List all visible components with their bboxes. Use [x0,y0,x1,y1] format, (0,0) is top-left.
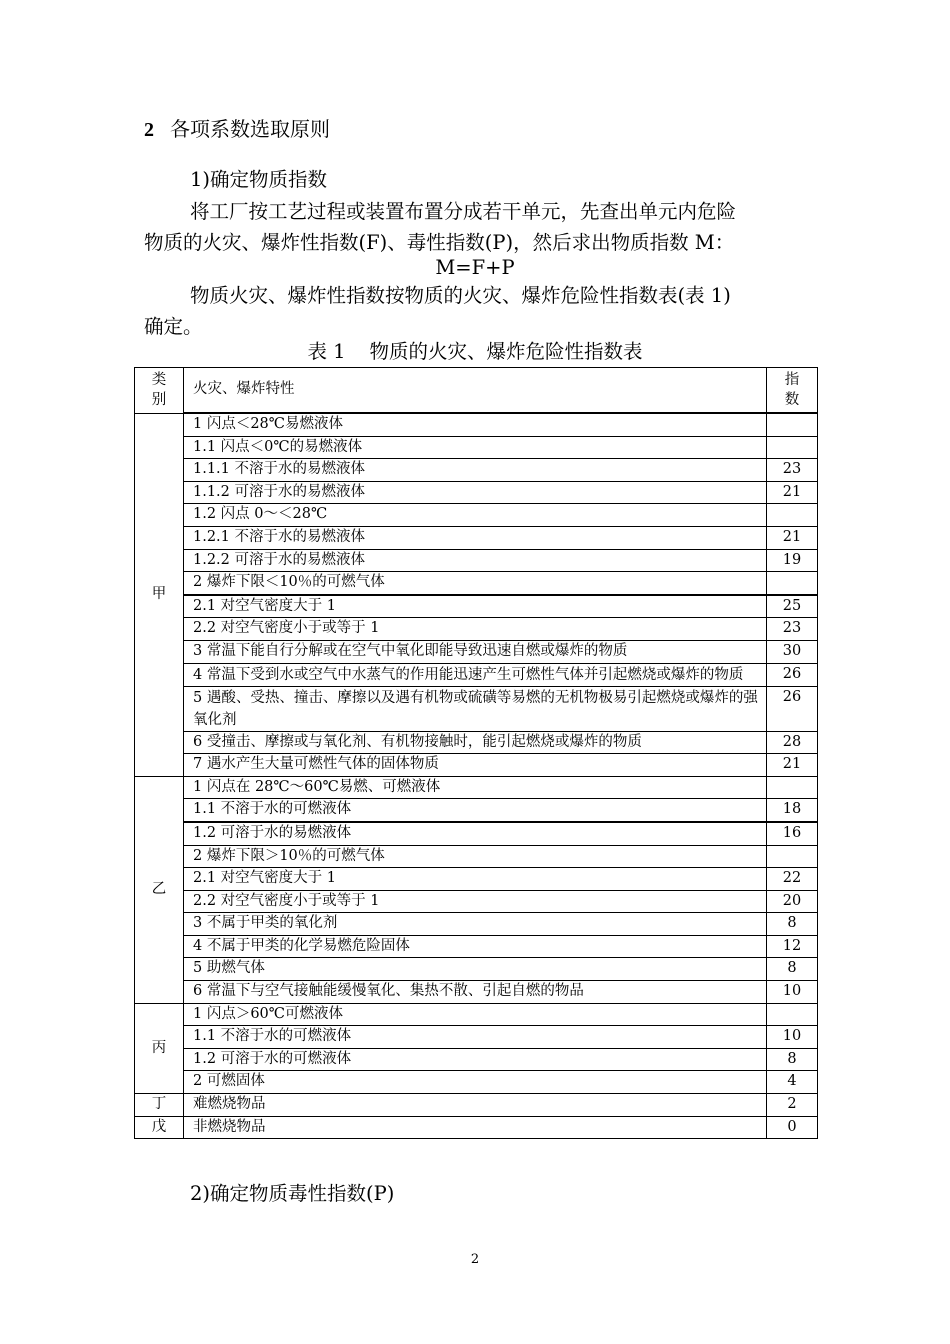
category-cell: 甲 [135,413,184,776]
category-cell: 戊 [135,1116,184,1139]
table-row [135,890,818,913]
property-cell: 1.2 可溶于水的可燃液体 [184,1048,767,1071]
index-cell: 8 [767,958,818,981]
table-row [135,481,818,504]
property-cell: 2.2 对空气密度小于或等于 1 [184,890,767,913]
table-row [135,459,818,482]
table-row [135,913,818,936]
table-row [135,731,818,754]
index-cell: 20 [767,890,818,913]
table-row [135,1116,818,1139]
property-cell: 1.2 可溶于水的易燃液体 [184,822,767,845]
index-cell [767,1003,818,1026]
table-row [135,640,818,663]
index-cell: 25 [767,595,818,618]
table-row [135,868,818,891]
property-cell: 3 不属于甲类的氧化剂 [184,913,767,936]
table-row [135,799,818,822]
table-row [135,935,818,958]
index-cell [767,436,818,459]
table-caption-label: 表 1 [307,340,346,363]
table-row [135,1003,818,1026]
table-row [135,1026,818,1049]
property-cell: 1.2.1 不溶于水的易燃液体 [184,526,767,549]
table-row [135,595,818,618]
index-cell: 23 [767,459,818,482]
table-row [135,436,818,459]
index-cell: 30 [767,640,818,663]
property-cell: 3 常温下能自行分解或在空气中氧化即能导致迅速自燃或爆炸的物质 [184,640,767,663]
table-row [135,663,818,686]
property-cell: 1.1.2 可溶于水的易燃液体 [184,481,767,504]
index-cell: 21 [767,481,818,504]
category-cell: 乙 [135,776,184,1003]
index-cell: 19 [767,549,818,572]
property-cell: 1.1.1 不溶于水的易燃液体 [184,459,767,482]
header-index: 指 数 [767,368,818,414]
section-title: 各项系数选取原则 [170,117,330,141]
property-cell: 1 闪点＞60℃可燃液体 [184,1003,767,1026]
index-cell: 8 [767,1048,818,1071]
property-cell: 1.2 闪点 0～＜28℃ [184,504,767,527]
property-cell: 非燃烧物品 [184,1116,767,1139]
table-row [135,504,818,527]
index-cell [767,845,818,868]
category-cell: 丁 [135,1094,184,1117]
table-row [135,1071,818,1094]
property-cell: 2 爆炸下限＜10％的可燃气体 [184,572,767,595]
table-row [135,754,818,777]
property-cell: 5 助燃气体 [184,958,767,981]
property-cell: 1 闪点＜28℃易燃液体 [184,413,767,436]
index-cell: 12 [767,935,818,958]
table-row [135,572,818,595]
property-cell: 6 受撞击、摩擦或与氧化剂、有机物接触时，能引起燃烧或爆炸的物质 [184,731,767,754]
property-cell: 1.2.2 可溶于水的易燃液体 [184,549,767,572]
index-cell: 16 [767,822,818,845]
property-cell: 7 遇水产生大量可燃性气体的固体物质 [184,754,767,777]
property-cell: 1.1 不溶于水的可燃液体 [184,1026,767,1049]
section-number: 2 [144,119,154,141]
property-cell: 4 常温下受到水或空气中水蒸气的作用能迅速产生可燃性气体并引起燃烧或爆炸的物质 [184,663,767,686]
index-cell: 21 [767,754,818,777]
section-heading [144,113,330,142]
paragraph-3-line-2: 确定。 [144,315,203,338]
fire-explosion-index-table [134,367,817,1139]
table-header-row [135,368,818,414]
index-cell: 28 [767,731,818,754]
property-cell: 1 闪点在 28℃～60℃易燃、可燃液体 [184,776,767,799]
table-row [135,1094,818,1117]
paragraph-subheading-1: 1)确定物质指数 [190,168,328,191]
index-cell [767,572,818,595]
index-cell [767,776,818,799]
table-row [135,776,818,799]
index-cell [767,413,818,436]
table-row [135,981,818,1004]
property-cell: 2.1 对空气密度大于 1 [184,868,767,891]
table-row [135,526,818,549]
index-cell [767,504,818,527]
property-cell: 6 常温下与空气接触能缓慢氧化、集热不散、引起自燃的物品 [184,981,767,1004]
table-caption [0,336,950,364]
index-cell: 23 [767,618,818,641]
formula: M=F+P [435,256,515,279]
table-caption-title: 物质的火灾、爆炸危险性指数表 [369,340,643,363]
table-row [135,822,818,845]
paragraph-subheading-2: 2)确定物质毒性指数(P) [190,1182,395,1205]
index-cell: 10 [767,981,818,1004]
header-category: 类 别 [135,368,184,414]
index-cell: 8 [767,913,818,936]
index-cell: 22 [767,868,818,891]
table-row [135,686,818,731]
property-cell: 1.1 不溶于水的可燃液体 [184,799,767,822]
header-property: 火灾、爆炸特性 [184,368,767,414]
index-cell: 10 [767,1026,818,1049]
index-cell: 26 [767,686,818,731]
property-cell: 1.1 闪点＜0℃的易燃液体 [184,436,767,459]
paragraph-3-line-1: 物质火灾、爆炸性指数按物质的火灾、爆炸危险性指数表(表 1) [190,284,731,307]
index-cell: 26 [767,663,818,686]
property-cell: 2.2 对空气密度小于或等于 1 [184,618,767,641]
table-row [135,845,818,868]
property-cell: 2 可燃固体 [184,1071,767,1094]
table-row [135,618,818,641]
table-row [135,958,818,981]
table-row [135,413,818,436]
category-cell: 丙 [135,1003,184,1093]
index-cell: 4 [767,1071,818,1094]
paragraph-2-line-1: 将工厂按工艺过程或装置布置分成若干单元，先查出单元内危险 [190,200,737,223]
page-number: 2 [470,1252,480,1267]
property-cell: 5 遇酸、受热、撞击、摩擦以及遇有机物或硫磺等易燃的无机物极易引起燃烧或爆炸的强氧化剂 [184,686,767,731]
index-cell: 21 [767,526,818,549]
table-row [135,549,818,572]
property-cell: 难燃烧物品 [184,1094,767,1117]
property-cell: 2.1 对空气密度大于 1 [184,595,767,618]
index-cell: 0 [767,1116,818,1139]
property-cell: 4 不属于甲类的化学易燃危险固体 [184,935,767,958]
paragraph-2-line-2: 物质的火灾、爆炸性指数(F)、毒性指数(P)，然后求出物质指数 M： [144,231,735,254]
index-cell: 2 [767,1094,818,1117]
property-cell: 2 爆炸下限＞10％的可燃气体 [184,845,767,868]
index-cell: 18 [767,799,818,822]
table-row [135,1048,818,1071]
